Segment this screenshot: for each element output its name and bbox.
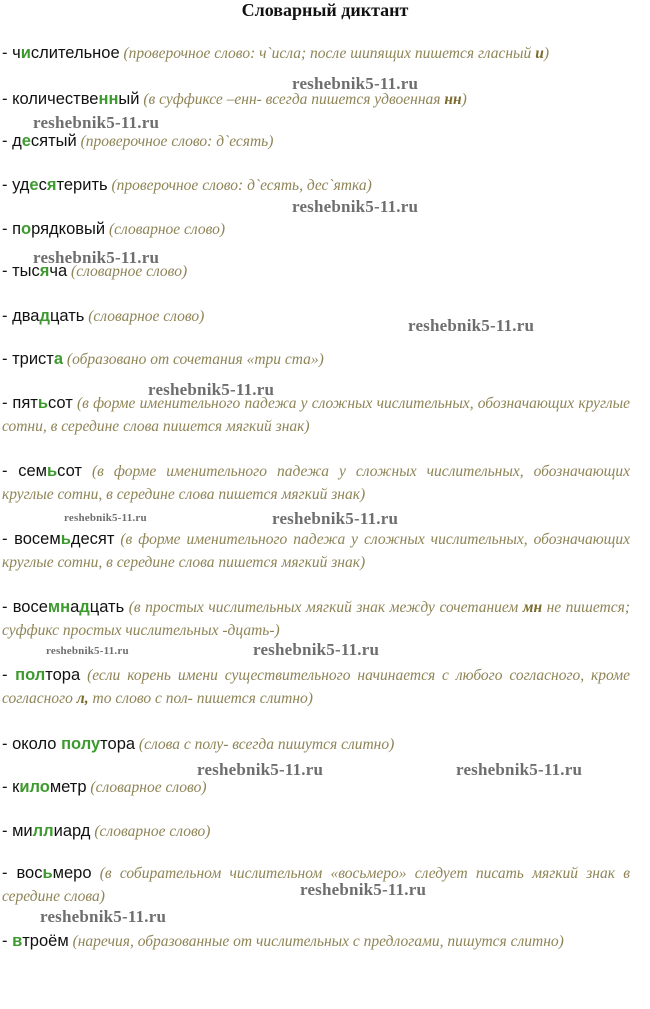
watermark: reshebnik5-11.ru	[33, 113, 160, 132]
highlighted-letters: ил	[19, 778, 40, 796]
explanation-note	[90, 823, 210, 840]
note-emphasis: л,	[76, 690, 89, 707]
word-part: метр	[49, 778, 87, 796]
dictation-entry	[2, 528, 630, 574]
explanation-note	[63, 351, 324, 368]
word-part: -	[2, 666, 16, 684]
note-text: (словарное слово)	[84, 308, 205, 325]
highlighted-letters: ь	[47, 462, 58, 480]
watermark: reshebnik5-11.ru	[292, 74, 419, 93]
dictation-entry	[2, 174, 630, 197]
watermark: reshebnik5-11.ru	[197, 760, 324, 779]
explanation-note	[2, 667, 630, 707]
watermark: reshebnik5-11.ru	[33, 248, 160, 267]
highlighted-letters: я	[39, 262, 50, 280]
note-text: )	[543, 45, 549, 62]
word-part: сятый	[30, 132, 77, 150]
note-text: (проверочное слово: д`есять)	[76, 133, 274, 150]
word-part: - уд	[2, 176, 30, 194]
note-text: (словарное слово)	[86, 779, 207, 796]
explanation-note	[105, 221, 225, 238]
word-part: - пят	[2, 394, 38, 412]
watermark: reshebnik5-11.ru	[408, 316, 535, 335]
note-text: не пишется; суффикс простых числительных -дцать-)	[2, 599, 631, 639]
highlighted-letters: а	[53, 350, 64, 368]
highlighted-letters: е	[29, 176, 39, 194]
word-part: - ми	[2, 822, 33, 840]
word-part: ый	[118, 90, 140, 108]
highlighted-letters: е	[21, 132, 31, 150]
note-text: (в суффиксе –енн- всегда пишется удвоенная	[139, 91, 445, 108]
dictation-entry	[2, 733, 630, 756]
explanation-note	[77, 133, 274, 150]
note-text: )	[461, 91, 467, 108]
watermark: reshebnik5-11.ru	[456, 760, 583, 779]
page-title: Словарный диктант	[241, 0, 409, 20]
note-emphasis: и	[535, 45, 544, 62]
word-part: сот	[57, 462, 82, 480]
dictation-entry	[2, 460, 630, 506]
explanation-note	[135, 736, 394, 753]
watermark: reshebnik5-11.ru	[300, 880, 427, 899]
note-text: (в простых числительных мягкий знак между сочетанием	[124, 599, 523, 616]
highlighted-letters: ь	[60, 530, 71, 548]
explanation-note	[120, 45, 549, 62]
note-text: (в форме именительного падежа у сложных числительных, обозначающих круглые сотни, в середине слова пишется мягкий знак)	[2, 463, 630, 503]
word-part: терить	[56, 176, 108, 194]
highlighted-letters: ь	[37, 394, 48, 412]
word-part: - два	[2, 307, 40, 325]
word-part: - д	[2, 132, 22, 150]
word-part: слительное	[30, 44, 120, 62]
word-part: цать	[49, 307, 85, 325]
explanation-note	[87, 779, 207, 796]
note-text: (если корень имени существительного начинается с любого согласного, кроме согласного	[2, 667, 630, 707]
explanation-note	[84, 308, 204, 325]
watermark: reshebnik5-11.ru	[292, 197, 419, 216]
watermark: reshebnik5-11.ru	[40, 907, 167, 926]
word-part: десят	[70, 530, 115, 548]
word-part: троём	[22, 932, 69, 950]
highlighted-letters: о	[21, 220, 32, 238]
note-text: то слово с пол- пишется слитно)	[88, 690, 313, 707]
word-part: -	[2, 932, 13, 950]
highlighted-letters: и	[20, 44, 31, 62]
note-text: (наречия, образованные от числительных с предлогами, пишутся слитно)	[68, 933, 564, 950]
word-part: - тыс	[2, 262, 40, 280]
word-part: а	[70, 598, 80, 616]
highlighted-letters: нн	[98, 90, 119, 108]
dictation-entry	[2, 930, 630, 953]
note-emphasis: нн	[444, 91, 462, 108]
watermark: reshebnik5-11.ru	[148, 380, 275, 399]
explanation-note	[2, 395, 630, 435]
note-text: (словарное слово)	[67, 263, 188, 280]
dictation-entry	[2, 42, 630, 65]
word-part: - восе	[2, 598, 48, 616]
dictation-entry	[2, 596, 630, 642]
note-text: (в форме именительного падежа у сложных числительных, обозначающих круглые сотни, в середине слова пишется мягкий знак)	[2, 395, 630, 435]
note-text: (в собирательном числительном «восьмеро» следует писать мягкий знак в середине слова)	[2, 865, 630, 905]
word-part: - к	[2, 778, 20, 796]
highlighted-letters: я	[46, 176, 57, 194]
highlighted-letters: полу	[61, 735, 101, 753]
dictation-entry	[2, 664, 630, 710]
highlighted-letters: пол	[15, 666, 46, 684]
word-part: - количестве	[2, 90, 99, 108]
word-part: - сем	[2, 462, 48, 480]
note-text: (слова с полу- всегда пишутся слитно)	[135, 736, 395, 753]
note-text: (проверочное слово: д`есять, дес`ятка)	[107, 177, 372, 194]
word-part: - вос	[2, 864, 43, 882]
word-part: тора	[45, 666, 81, 684]
watermark: reshebnik5-11.ru	[272, 509, 399, 528]
dictation-entry	[2, 348, 630, 371]
word-part: - п	[2, 220, 22, 238]
highlighted-letters: лл	[32, 822, 54, 840]
word-part: иард	[53, 822, 91, 840]
word-part: рядковый	[31, 220, 106, 238]
word-part: с	[38, 176, 47, 194]
word-part: - восем	[2, 530, 61, 548]
note-text: (словарное слово)	[105, 221, 226, 238]
word-part: - ч	[2, 44, 21, 62]
highlighted-letters: о	[39, 778, 50, 796]
explanation-note	[108, 177, 372, 194]
word-part: ча	[49, 262, 68, 280]
note-emphasis: мн	[522, 599, 543, 616]
note-text: (образовано от сочетания «три ста»)	[63, 351, 324, 368]
watermark: reshebnik5-11.ru	[253, 640, 380, 659]
explanation-note	[69, 933, 564, 950]
watermark: reshebnik5-11.ru	[46, 645, 129, 657]
highlighted-letters: д	[79, 598, 90, 616]
highlighted-letters: мн	[47, 598, 71, 616]
word-part: меро	[52, 864, 92, 882]
word-part: сот	[47, 394, 73, 412]
word-part: тора	[100, 735, 136, 753]
dictation-entry	[2, 130, 630, 153]
highlighted-letters: в	[12, 932, 23, 950]
watermark: reshebnik5-11.ru	[64, 512, 147, 524]
word-part: - трист	[2, 350, 54, 368]
note-text: (проверочное слово: ч`исла; после шипящих пишется гласный	[119, 45, 536, 62]
highlighted-letters: д	[39, 307, 50, 325]
note-text: (словарное слово)	[90, 823, 211, 840]
explanation-note	[2, 463, 630, 503]
dictation-entry	[2, 218, 630, 241]
dictation-entry	[2, 305, 630, 328]
dictation-entry	[2, 392, 630, 438]
note-text: (в форме именительного падежа у сложных числительных, обозначающих круглые сотни, в середине слова пишется мягкий знак)	[2, 531, 630, 571]
word-part: - около	[2, 735, 62, 753]
dictation-entry	[2, 820, 630, 843]
highlighted-letters: ь	[42, 864, 53, 882]
word-part: цать	[89, 598, 125, 616]
